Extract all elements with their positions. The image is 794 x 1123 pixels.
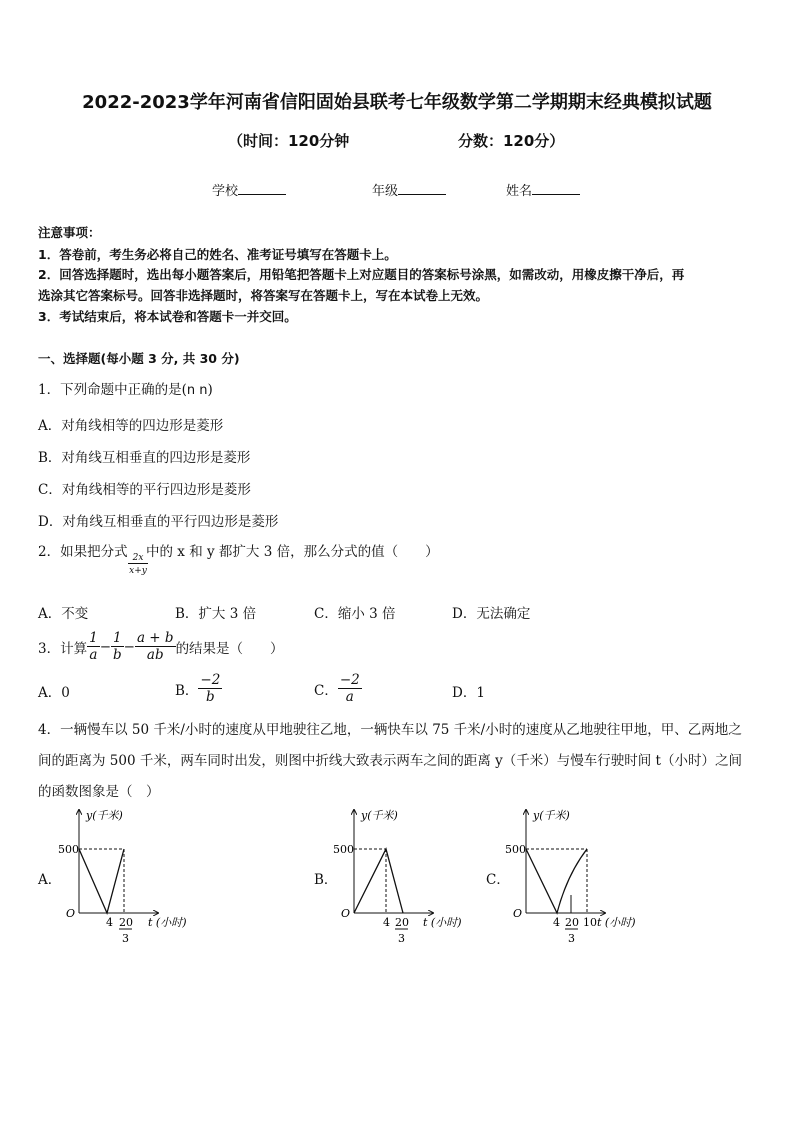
y-label: y(千米) <box>533 809 570 822</box>
x-label: t (小时) <box>423 916 462 929</box>
x-label: t (小时) <box>148 916 187 929</box>
tick-20: 20 <box>119 916 133 929</box>
question-4-line: 的函数图象是（ ） <box>38 784 160 800</box>
y-500-label: 500 <box>333 843 354 856</box>
question-2-stem-rest: 中的 x 和 y 都扩大 3 倍，那么分式的值（ ） <box>146 544 439 560</box>
origin-label: O <box>341 907 351 920</box>
question-4-line: 间的距离为 500 千米，两车同时出发，则图中折线大致表示两车之间的距离 y（千米）与慢车行驶时间 t（小时）之间 <box>38 753 742 769</box>
q4-option-c[interactable]: C． <box>486 872 510 888</box>
q2-fraction: $\frac{2x}{x+y}$ <box>129 553 147 576</box>
grade-blank[interactable] <box>398 182 446 195</box>
q3-fraction-3: $\frac{a + b}{ab}$ <box>136 630 174 663</box>
tick-3: 3 <box>568 932 575 945</box>
question-1-stem: 1．下列命题中正确的是(n n) <box>38 382 213 398</box>
q2-option-c[interactable]: C．缩小 3 倍 <box>314 606 396 622</box>
tick-20: 20 <box>395 916 409 929</box>
tick-4: 4 <box>383 916 390 929</box>
q1-option-d[interactable]: D．对角线互相垂直的平行四边形是菱形 <box>38 514 279 530</box>
note-item: 2．回答选择题时，选出每小题答案后，用铅笔把答题卡上对应题目的答案标号涂黑，如需改动，用橡皮擦干净后，再 <box>38 267 685 282</box>
y-label: y(千米) <box>86 809 123 822</box>
q1-option-c[interactable]: C．对角线相等的平行四边形是菱形 <box>38 482 251 498</box>
page-title: 2022-2023学年河南省信阳固始县联考七年级数学第二学期期末经典模拟试题 <box>82 92 712 113</box>
q3-option-c[interactable]: C． $\frac{-2}{a}$ <box>314 672 360 705</box>
q3-option-b[interactable]: B． $\frac{-2}{b}$ <box>175 672 221 705</box>
exam-time: （时间：120分钟 <box>228 132 350 150</box>
school-label: 学校 <box>212 184 239 199</box>
graph-line <box>354 849 403 913</box>
notes-heading: 注意事项： <box>38 225 101 240</box>
graph-line <box>526 849 587 913</box>
y-label: y(千米) <box>361 809 398 822</box>
exam-score: 分数：120分） <box>458 132 565 150</box>
q3-fraction-2: $\frac{1}{b}$ <box>113 630 122 663</box>
q2-option-d[interactable]: D．无法确定 <box>452 606 531 622</box>
graph-line <box>79 849 124 913</box>
section-heading: 一、选择题(每小题 3 分, 共 30 分) <box>38 351 240 366</box>
q3-option-d[interactable]: D．1 <box>452 685 485 701</box>
origin-label: O <box>66 907 76 920</box>
tick-4: 4 <box>553 916 560 929</box>
q1-option-a[interactable]: A．对角线相等的四边形是菱形 <box>38 418 224 434</box>
question-4-line: 4．一辆慢车以 50 千米/小时的速度从甲地驶往乙地，一辆快车以 75 千米/小时的速度从乙地驶往甲地，甲、乙两地之 <box>38 722 742 738</box>
note-item: 选涂其它答案标号。回答非选择题时，将答案写在答题卡上，写在本试卷上无效。 <box>38 288 489 303</box>
q4-option-b[interactable]: B． <box>314 872 338 888</box>
question-2-stem: 2．如果把分式 <box>38 544 128 560</box>
tick-3: 3 <box>122 932 129 945</box>
grade-field[interactable] <box>372 180 446 199</box>
q3-option-a[interactable]: A．0 <box>38 685 70 701</box>
graph-a <box>58 805 208 950</box>
answer-blank: n n <box>186 383 208 398</box>
q2-option-b[interactable]: B．扩大 3 倍 <box>175 606 257 622</box>
y-500-label: 500 <box>505 843 526 856</box>
tick-3: 3 <box>398 932 405 945</box>
question-3-stem: 3．计算 $\frac{1}{a}$ − $\frac{1}{b}$ − $\frac{a + b}{ab}$ 的结果是（ ） <box>38 630 284 663</box>
name-field[interactable] <box>506 180 580 199</box>
note-item: 3．考试结束后，将本试卷和答题卡一并交回。 <box>38 309 297 324</box>
school-field[interactable] <box>212 180 286 199</box>
q2-option-a[interactable]: A．不变 <box>38 606 89 622</box>
grade-label: 年级 <box>372 184 399 199</box>
q1-option-b[interactable]: B．对角线互相垂直的四边形是菱形 <box>38 450 251 466</box>
school-blank[interactable] <box>238 182 286 195</box>
name-label: 姓名 <box>506 184 533 199</box>
tick-20: 20 <box>565 916 579 929</box>
x-label: t (小时) <box>597 916 636 929</box>
tick-10: 10 <box>583 916 597 929</box>
q3-fraction-1: $\frac{1}{a}$ <box>89 630 98 663</box>
y-500-label: 500 <box>58 843 79 856</box>
tick-4: 4 <box>106 916 113 929</box>
note-item: 1．答卷前，考生务必将自己的姓名、准考证号填写在答题卡上。 <box>38 247 397 262</box>
q4-option-a[interactable]: A． <box>38 872 62 888</box>
graph-c <box>505 805 655 950</box>
graph-b <box>333 805 483 950</box>
name-blank[interactable] <box>532 182 580 195</box>
origin-label: O <box>513 907 523 920</box>
